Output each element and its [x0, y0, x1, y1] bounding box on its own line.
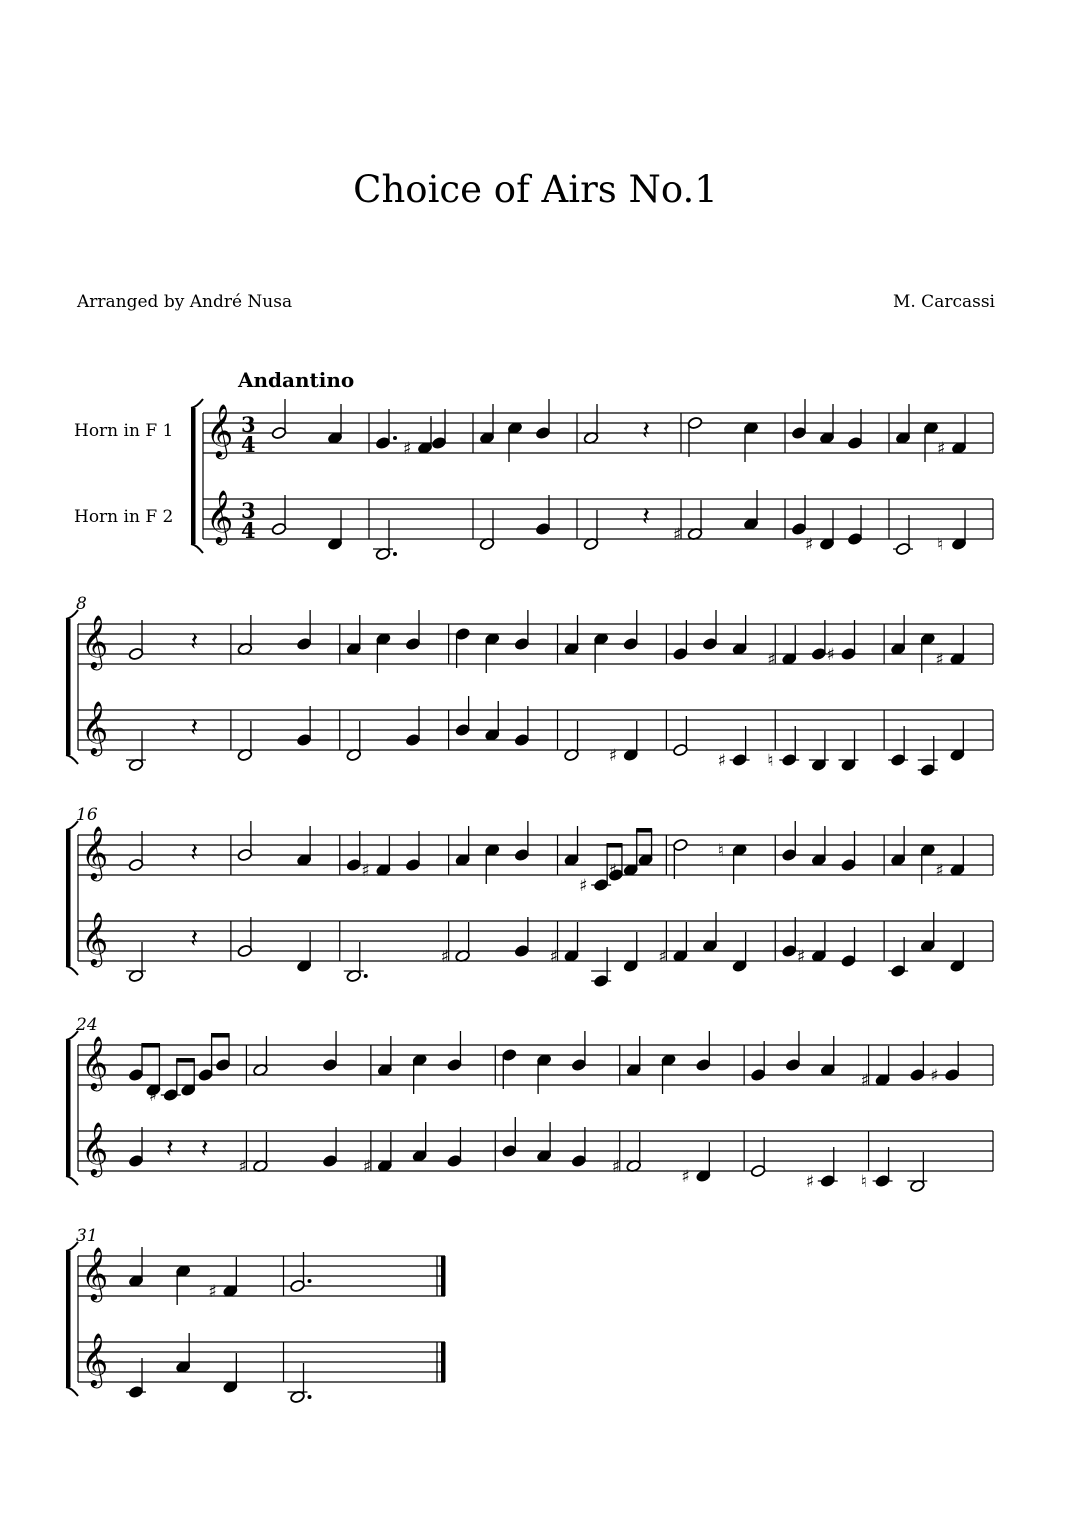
sharp-icon: ♯: [826, 645, 835, 665]
eighth-beam: [211, 1033, 230, 1038]
composer-credit: M. Carcassi: [892, 292, 995, 312]
sharp-icon: ♯: [440, 947, 449, 967]
sharp-icon: ♯: [549, 947, 558, 967]
staff-horn-2: [78, 921, 993, 961]
time-signature-top: 3: [241, 498, 256, 523]
eighth-beam: [607, 843, 623, 848]
measure: [363, 1031, 495, 1177]
system-bracket: [66, 1251, 71, 1387]
treble-clef-icon: 𝄞: [206, 489, 234, 543]
augmentation-dot: [364, 974, 368, 978]
bracket-hook: [66, 1387, 78, 1396]
treble-clef-icon: 𝄞: [81, 1246, 109, 1300]
natural-icon: ♮: [767, 751, 774, 771]
augmentation-dot: [308, 1279, 312, 1283]
natural-icon: ♮: [717, 841, 724, 861]
measure: [346, 610, 449, 762]
measure-number: 31: [76, 1226, 98, 1246]
system-bracket: [66, 1040, 71, 1176]
part-name-horn-2: Horn in F 2: [74, 507, 174, 527]
system-bracket: [66, 619, 71, 755]
measure: [893, 404, 993, 556]
sharp-icon: ♯: [361, 861, 370, 881]
augmentation-dot: [393, 552, 397, 556]
sharp-icon: ♯: [608, 746, 617, 766]
measure: [126, 1247, 284, 1399]
staff-horn-2: [78, 1342, 445, 1382]
quarter-rest-icon: 𝄽: [190, 627, 199, 657]
final-barline: [441, 1256, 446, 1296]
bracket-hook: [66, 966, 78, 975]
treble-clef-icon: 𝄞: [81, 1121, 109, 1175]
time-signature-bottom: 4: [241, 432, 256, 457]
sharp-icon: ♯: [767, 650, 776, 670]
staff-horn-2: [78, 710, 993, 750]
treble-clef-icon: 𝄞: [81, 700, 109, 754]
quarter-rest-icon: 𝄽: [642, 502, 650, 532]
treble-clef-icon: 𝄞: [81, 1035, 109, 1089]
measure: [767, 620, 884, 772]
staff-horn-1: [203, 413, 993, 453]
measure: [479, 399, 577, 551]
score-system: [66, 594, 993, 777]
staff-horn-1: [78, 624, 993, 664]
eighth-beam: [430, 416, 431, 421]
staff-horn-2: [203, 499, 993, 539]
treble-clef-icon: 𝄞: [81, 614, 109, 668]
score-system: [66, 805, 993, 988]
measure: [781, 821, 884, 968]
natural-icon: ♮: [937, 535, 944, 555]
measure-number: 16: [76, 805, 98, 825]
measure: [288, 1252, 446, 1404]
sharp-icon: ♯: [579, 876, 588, 896]
measure: [128, 1033, 246, 1171]
sharp-icon: ♯: [238, 1157, 247, 1177]
measure: [501, 1031, 619, 1171]
sharp-icon: ♯: [608, 861, 617, 881]
system-bracket: [191, 408, 196, 544]
sharp-icon: ♯: [362, 1157, 372, 1177]
eighth-beam: [141, 1043, 160, 1048]
staff-horn-2: [78, 1131, 993, 1171]
bracket-hook: [191, 544, 203, 553]
sharp-icon: ♯: [796, 947, 806, 967]
quarter-rest-icon: 𝄽: [190, 924, 199, 954]
eighth-beam: [176, 1058, 195, 1063]
quarter-rest-icon: 𝄽: [642, 416, 650, 446]
score-system: [191, 399, 993, 561]
time-signature-bottom: 4: [241, 518, 256, 543]
sharp-icon: ♯: [611, 1157, 620, 1177]
measure: [861, 1041, 993, 1193]
bracket-hook: [66, 755, 78, 764]
measure: [237, 821, 340, 973]
measure: [550, 826, 667, 988]
measure: [237, 610, 340, 762]
staff-horn-1: [78, 1256, 445, 1296]
natural-icon: ♮: [860, 1172, 867, 1192]
measure: [238, 1031, 370, 1177]
measure: [658, 835, 775, 973]
treble-clef-icon: 𝄞: [81, 911, 109, 965]
part-name-horn-1: Horn in F 1: [74, 421, 174, 441]
augmentation-dot: [308, 1395, 312, 1399]
measure-number: 8: [76, 594, 87, 614]
arranger-credit: Arranged by André Nusa: [77, 292, 293, 312]
tempo-marking: Andantino: [238, 368, 355, 392]
staff-horn-1: [78, 835, 993, 875]
final-barline: [441, 1342, 446, 1382]
score-title: Choice of Airs No.1: [353, 168, 718, 211]
measure-number: 24: [76, 1015, 98, 1035]
sharp-icon: ♯: [673, 525, 682, 545]
quarter-rest-icon: 𝄽: [165, 1134, 174, 1164]
measure: [455, 610, 558, 750]
eighth-beam: [636, 828, 652, 833]
sharp-icon: ♯: [937, 439, 946, 459]
system-bracket: [66, 830, 71, 966]
time-signature-top: 3: [241, 412, 256, 437]
sharp-icon: ♯: [930, 1066, 939, 1086]
sharp-icon: ♯: [148, 1086, 158, 1106]
sharp-icon: ♯: [403, 439, 412, 459]
treble-clef-icon: 𝄞: [206, 403, 234, 457]
bracket-hook: [191, 399, 203, 408]
treble-clef-icon: 𝄞: [81, 825, 109, 879]
measure: [373, 409, 473, 561]
sharp-icon: ♯: [208, 1282, 217, 1302]
quarter-rest-icon: 𝄽: [190, 713, 199, 743]
staff-horn-1: [78, 1045, 993, 1085]
sharp-icon: ♯: [658, 947, 667, 967]
quarter-rest-icon: 𝄽: [190, 838, 199, 868]
measure: [344, 831, 449, 983]
sharp-icon: ♯: [935, 861, 944, 881]
sharp-icon: ♯: [681, 1167, 690, 1187]
sharp-icon: ♯: [860, 1071, 869, 1091]
measure: [271, 399, 369, 551]
measure: [441, 821, 558, 967]
sharp-icon: ♯: [717, 751, 726, 771]
score-system: [66, 1226, 446, 1404]
quarter-rest-icon: 𝄽: [200, 1134, 209, 1164]
augmentation-dot: [393, 436, 397, 440]
score-system: [66, 1015, 993, 1193]
sharp-icon: ♯: [935, 650, 944, 670]
treble-clef-icon: 𝄞: [81, 1332, 109, 1386]
bracket-hook: [66, 1176, 78, 1185]
sharp-icon: ♯: [805, 1172, 814, 1192]
measure: [888, 615, 993, 777]
sharp-icon: ♯: [805, 535, 814, 555]
measure: [126, 831, 231, 983]
measure: [888, 826, 993, 978]
measure: [126, 620, 231, 772]
